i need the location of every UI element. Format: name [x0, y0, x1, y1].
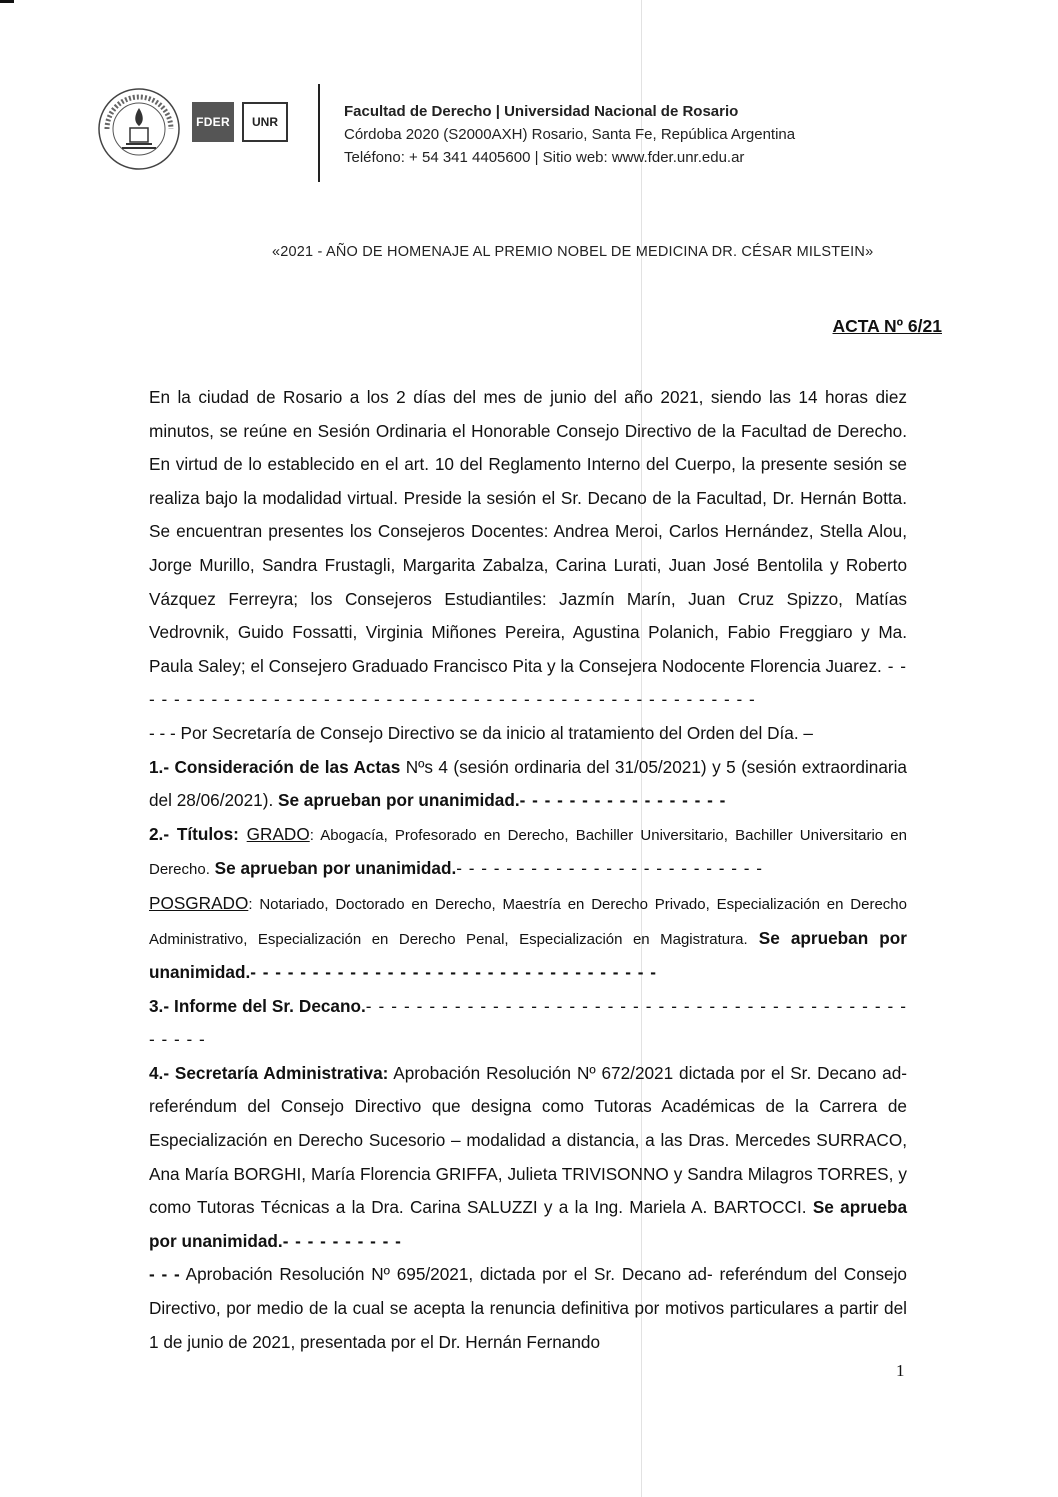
- institution-contact: Teléfono: + 54 341 4405600 | Sitio web: www.fder.unr.edu.ar: [344, 149, 745, 166]
- homenaje-line: «2021 - AÑO DE HOMENAJE AL PREMIO NOBEL DE MEDICINA DR. CÉSAR MILSTEIN»: [272, 244, 874, 260]
- item4-result: Se aprueba por unanimidad.: [149, 1197, 907, 1251]
- item2-result2: Se aprueban por unanimidad.: [149, 927, 907, 983]
- orden-dia-paragraph: - - - Por Secretaría de Consejo Directivo se da inicio al tratamiento del Orden del Día. –: [149, 722, 813, 743]
- item2-grado-text: : Abogacía, Profesorado en Derecho, Bachiller Universitario, Bachiller Universitario en Derecho.: [149, 826, 907, 879]
- letterhead: [96, 84, 896, 184]
- unr-logo: UNR: [242, 102, 288, 142]
- item3-dashes: - - - - - - - - - - - - - - - - - - - - - - - - - - - - - - - - - - - - - - - - - - - - - - - -: [149, 995, 907, 1050]
- intro-text: En la ciudad de Rosario a los 2 días del mes de junio del año 2021, siendo las 14 horas diez minutos, se reúne en Sesión Ordinaria el Honorable Consejo Directivo de la Facultad de Derecho. En virtud de lo establecido en el art. 10 del Reglamento Interno del Cuerpo, la presente sesión se realiza bajo la modalidad virtual. Preside la sesión el Sr. Decano de la Facultad, Dr. Hernán Botta. Se encuentran presentes los Consejeros Docentes: Andrea Meroi, Carlos Hernández, Stella Alou, Jorge Murillo, Sandra Frustagli, Margarita Zabalza, Carina Lurati, Juan José Bentolila y Roberto Vázquez Ferreyra; los Consejeros Estudiantiles: Jazmín Marín, Juan Cruz Spizzo, Matías Vedrovnik, Guido Fossatti, Virginia Miñones Pereira, Agustina Polanich, Fabio Freggiaro y Ma. Paula Saley; el Consejero Graduado Francisco Pita y la Consejera Nodocente Florencia Juarez.: [149, 387, 907, 676]
- item1-text: Nºs 4 (sesión ordinaria del 31/05/2021) y 5 (sesión extraordinaria del 28/06/2021).: [149, 756, 907, 811]
- item2-label: 2.- Títulos:: [149, 823, 239, 844]
- item2-grado: GRADO: [246, 823, 310, 844]
- item-3: [149, 990, 907, 1057]
- item4-label: 4.- Secretaría Administrativa:: [149, 1062, 389, 1083]
- item1-result: Se aprueban por unanimidad.: [273, 790, 520, 811]
- item-2-grado: [149, 818, 907, 887]
- institution-address: Córdoba 2020 (S2000AXH) Rosario, Santa Fe, República Argentina: [344, 126, 796, 143]
- unr-seal-icon: [96, 86, 182, 172]
- item2-posgrado-text: : Notariado, Doctorado en Derecho, Maestría en Derecho Privado, Especialización en Derecho Administrativo, Especialización en Derecho Penal, Especialización en Magistratura.: [149, 895, 907, 948]
- item4-text: Aprobación Resolución Nº 672/2021 dictada por el Sr. Decano ad-referéndum del Consejo Directivo que designa como Tutoras Académicas de la Carrera de Especialización en Derecho Sucesorio – modalidad a distancia, a las Dras. Mercedes SURRACO, Ana María BORGHI, María Florencia GRIFFA, Julieta TRIVISONNO y Sandra Milagros TORRES, y como Tutoras Técnicas a la Dra. Carina SALUZZI y a la Ing. Mariela A. BARTOCCI.: [149, 1062, 908, 1218]
- acta-body: [149, 381, 907, 1359]
- item2-posgrado: POSGRADO: [149, 892, 249, 913]
- acta-number: ACTA Nº 6/21: [832, 316, 942, 336]
- institution-info: [344, 100, 795, 169]
- item2-dashes2: - - - - - - - - - - - - - - - - - - - - - - - - - - - - - - - - -: [250, 962, 657, 983]
- intro-dashes: - - - - - - - - - - - - - - - - - - - - - - - - - - - - - - - - - - - - - - - - - - - - - - - - - - -: [149, 655, 908, 710]
- item-4: [149, 1057, 907, 1259]
- fder-logo: FDER: [192, 102, 234, 142]
- header-divider: [318, 84, 320, 182]
- institution-name: Facultad de Derecho | Universidad Nacional de Rosario: [344, 103, 739, 120]
- item-1: [149, 751, 907, 818]
- item-4b: [149, 1258, 907, 1359]
- item4b-prefix: - - -: [149, 1264, 180, 1285]
- intro-paragraph: [149, 381, 907, 717]
- scan-corner-mark: [0, 0, 14, 3]
- page-number: 1: [896, 1361, 905, 1380]
- item4b-text: Aprobación Resolución Nº 695/2021, dictada por el Sr. Decano ad- referéndum del Consejo Directivo, por medio de la cual se acepta la renuncia definitiva por motivos particulares a partir del 1 de junio de 2021, presentada por el Dr. Hernán Fernando: [149, 1264, 907, 1352]
- item-2-posgrado: [149, 887, 907, 990]
- item3-label: 3.- Informe del Sr. Decano.: [149, 995, 366, 1016]
- item1-dashes: - - - - - - - - - - - - - - - - -: [519, 790, 727, 811]
- item4-dashes: - - - - - - - - - -: [282, 1230, 402, 1251]
- item1-label: 1.- Consideración de las Actas: [149, 756, 401, 777]
- item2-dashes1: - - - - - - - - - - - - - - - - - - - - - - - - -: [456, 858, 763, 879]
- item2-result1: Se aprueban por unanimidad.: [209, 858, 457, 879]
